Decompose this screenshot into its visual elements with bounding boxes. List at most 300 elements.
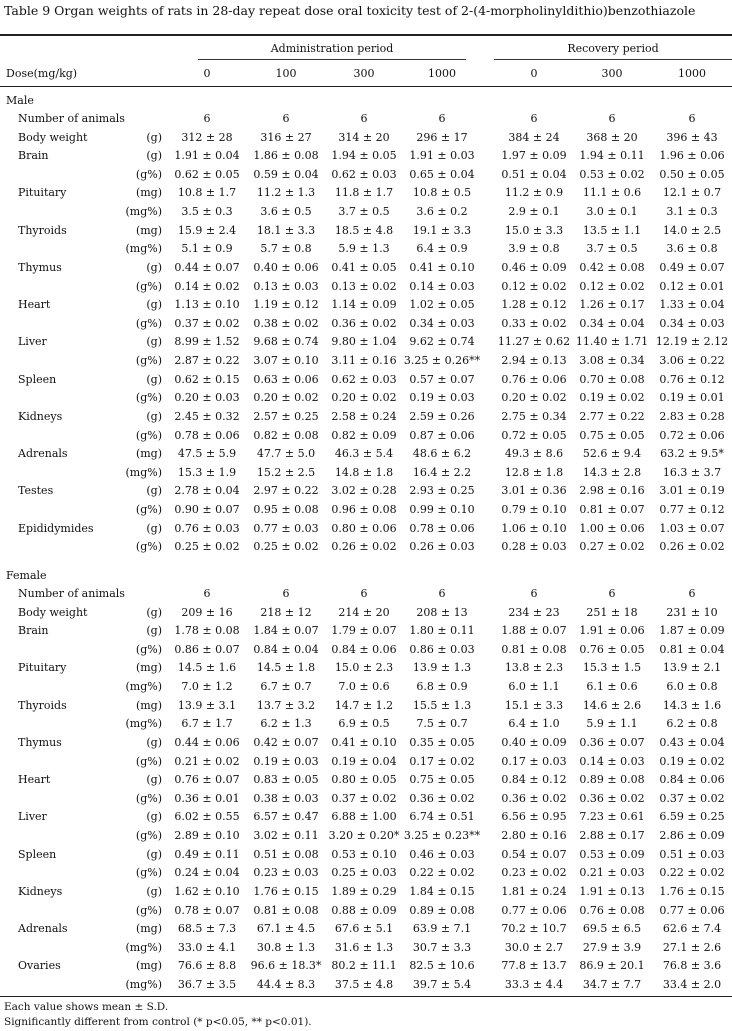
value-cell: 16.4 ± 2.2 xyxy=(412,466,472,479)
value-cell: 1.84 ± 0.15 xyxy=(409,885,475,898)
unit-label: (g%) xyxy=(135,755,162,768)
value-cell: 0.22 ± 0.02 xyxy=(659,866,725,879)
value-cell: 1.14 ± 0.09 xyxy=(331,298,397,311)
value-cell: 6 xyxy=(203,587,211,600)
unit-label: (g) xyxy=(146,484,162,497)
value-cell: 0.17 ± 0.03 xyxy=(501,755,567,768)
value-cell: 69.5 ± 6.5 xyxy=(582,922,642,935)
value-cell: 48.6 ± 6.2 xyxy=(412,447,472,460)
value-cell: 1.00 ± 0.06 xyxy=(579,522,645,535)
recovery-period-underline xyxy=(494,59,732,60)
value-cell: 0.41 ± 0.10 xyxy=(331,736,397,749)
unit-label: (mg%) xyxy=(125,205,162,218)
value-cell: 0.53 ± 0.09 xyxy=(579,848,645,861)
value-cell: 0.33 ± 0.02 xyxy=(501,317,567,330)
value-cell: 11.2 ± 1.3 xyxy=(256,186,316,199)
value-cell: 214 ± 20 xyxy=(338,606,390,619)
value-cell: 0.72 ± 0.05 xyxy=(501,429,567,442)
dose-header-cell: 300 xyxy=(353,67,375,80)
value-cell: 0.49 ± 0.07 xyxy=(659,261,725,274)
section-title: Female xyxy=(6,569,47,582)
value-cell: 0.51 ± 0.08 xyxy=(253,848,319,861)
value-cell: 1.94 ± 0.11 xyxy=(579,149,645,162)
value-cell: 0.78 ± 0.06 xyxy=(174,429,240,442)
value-cell: 13.9 ± 1.3 xyxy=(412,661,472,674)
value-cell: 1.02 ± 0.05 xyxy=(409,298,475,311)
value-cell: 1.96 ± 0.06 xyxy=(659,149,725,162)
organ-label: Number of animals xyxy=(18,587,125,600)
organ-label: Heart xyxy=(18,298,51,311)
value-cell: 3.08 ± 0.34 xyxy=(579,354,645,367)
value-cell: 3.7 ± 0.5 xyxy=(338,205,390,218)
value-cell: 0.81 ± 0.08 xyxy=(501,643,567,656)
organ-label: Pituitary xyxy=(18,661,67,674)
value-cell: 15.3 ± 1.5 xyxy=(582,661,642,674)
unit-label: (g) xyxy=(146,373,162,386)
value-cell: 0.77 ± 0.06 xyxy=(501,904,567,917)
value-cell: 5.9 ± 1.1 xyxy=(586,717,638,730)
value-cell: 6.0 ± 1.1 xyxy=(508,680,560,693)
value-cell: 0.37 ± 0.02 xyxy=(659,792,725,805)
value-cell: 368 ± 20 xyxy=(586,131,638,144)
value-cell: 3.20 ± 0.20* xyxy=(328,829,400,842)
value-cell: 0.36 ± 0.01 xyxy=(174,792,240,805)
value-cell: 5.7 ± 0.8 xyxy=(260,242,312,255)
unit-label: (mg) xyxy=(135,922,162,935)
value-cell: 6.74 ± 0.51 xyxy=(409,810,475,823)
value-cell: 0.20 ± 0.03 xyxy=(174,391,240,404)
value-cell: 2.88 ± 0.17 xyxy=(579,829,645,842)
value-cell: 0.26 ± 0.02 xyxy=(331,540,397,553)
value-cell: 2.59 ± 0.26 xyxy=(409,410,475,423)
value-cell: 15.1 ± 3.3 xyxy=(504,699,564,712)
value-cell: 0.62 ± 0.15 xyxy=(174,373,240,386)
value-cell: 1.89 ± 0.29 xyxy=(331,885,397,898)
unit-label: (mg%) xyxy=(125,941,162,954)
value-cell: 6 xyxy=(530,587,538,600)
value-cell: 312 ± 28 xyxy=(181,131,233,144)
value-cell: 384 ± 24 xyxy=(508,131,560,144)
value-cell: 0.53 ± 0.02 xyxy=(579,168,645,181)
value-cell: 0.36 ± 0.02 xyxy=(501,792,567,805)
value-cell: 14.0 ± 2.5 xyxy=(662,224,722,237)
value-cell: 0.12 ± 0.02 xyxy=(501,280,567,293)
value-cell: 7.5 ± 0.7 xyxy=(416,717,468,730)
unit-label: (g) xyxy=(146,773,162,786)
value-cell: 3.11 ± 0.16 xyxy=(331,354,397,367)
value-cell: 0.86 ± 0.07 xyxy=(174,643,240,656)
organ-label: Kidneys xyxy=(18,410,63,423)
unit-label: (g) xyxy=(146,410,162,423)
value-cell: 15.0 ± 3.3 xyxy=(504,224,564,237)
value-cell: 0.44 ± 0.06 xyxy=(174,736,240,749)
value-cell: 1.94 ± 0.05 xyxy=(331,149,397,162)
value-cell: 1.86 ± 0.08 xyxy=(253,149,319,162)
unit-label xyxy=(100,587,162,601)
organ-label: Brain xyxy=(18,624,49,637)
value-cell: 0.95 ± 0.08 xyxy=(253,503,319,516)
value-cell: 1.79 ± 0.07 xyxy=(331,624,397,637)
value-cell: 62.6 ± 7.4 xyxy=(662,922,722,935)
value-cell: 0.26 ± 0.03 xyxy=(409,540,475,553)
organ-label: Testes xyxy=(18,484,54,497)
section-title: Male xyxy=(6,94,34,107)
organ-label: Brain xyxy=(18,149,49,162)
value-cell: 1.06 ± 0.10 xyxy=(501,522,567,535)
value-cell: 6 xyxy=(688,587,696,600)
organ-label: Liver xyxy=(18,335,47,348)
dose-header-cell: 1000 xyxy=(428,67,456,80)
value-cell: 0.77 ± 0.12 xyxy=(659,503,725,516)
value-cell: 0.50 ± 0.05 xyxy=(659,168,725,181)
value-cell: 0.77 ± 0.06 xyxy=(659,904,725,917)
value-cell: 0.75 ± 0.05 xyxy=(579,429,645,442)
value-cell: 218 ± 12 xyxy=(260,606,312,619)
organ-label: Number of animals xyxy=(18,112,125,125)
value-cell: 251 ± 18 xyxy=(586,606,638,619)
footnote-mean: Each value shows mean ± S.D. xyxy=(4,1001,169,1013)
value-cell: 7.0 ± 0.6 xyxy=(338,680,390,693)
value-cell: 3.1 ± 0.3 xyxy=(666,205,718,218)
value-cell: 0.22 ± 0.02 xyxy=(409,866,475,879)
value-cell: 12.1 ± 0.7 xyxy=(662,186,722,199)
value-cell: 49.3 ± 8.6 xyxy=(504,447,564,460)
value-cell: 6.8 ± 0.9 xyxy=(416,680,468,693)
value-cell: 6 xyxy=(360,587,368,600)
value-cell: 6 xyxy=(438,587,446,600)
value-cell: 0.46 ± 0.03 xyxy=(409,848,475,861)
value-cell: 15.5 ± 1.3 xyxy=(412,699,472,712)
value-cell: 2.9 ± 0.1 xyxy=(508,205,560,218)
unit-label: (mg%) xyxy=(125,466,162,479)
unit-label: (g%) xyxy=(135,829,162,842)
unit-label: (g) xyxy=(146,848,162,861)
unit-label: (g%) xyxy=(135,354,162,367)
value-cell: 6 xyxy=(203,112,211,125)
value-cell: 0.35 ± 0.05 xyxy=(409,736,475,749)
value-cell: 30.8 ± 1.3 xyxy=(256,941,316,954)
value-cell: 6 xyxy=(530,112,538,125)
organ-label: Ovaries xyxy=(18,959,61,972)
value-cell: 47.7 ± 5.0 xyxy=(256,447,316,460)
value-cell: 0.77 ± 0.03 xyxy=(253,522,319,535)
unit-label: (g) xyxy=(146,885,162,898)
value-cell: 15.2 ± 2.5 xyxy=(256,466,316,479)
value-cell: 5.9 ± 1.3 xyxy=(338,242,390,255)
unit-label xyxy=(100,112,162,126)
value-cell: 0.26 ± 0.02 xyxy=(659,540,725,553)
value-cell: 36.7 ± 3.5 xyxy=(177,978,237,991)
unit-label: (g%) xyxy=(135,904,162,917)
value-cell: 3.6 ± 0.5 xyxy=(260,205,312,218)
value-cell: 30.0 ± 2.7 xyxy=(504,941,564,954)
unit-label: (g) xyxy=(146,810,162,823)
value-cell: 13.8 ± 2.3 xyxy=(504,661,564,674)
value-cell: 0.89 ± 0.08 xyxy=(579,773,645,786)
value-cell: 0.76 ± 0.08 xyxy=(579,904,645,917)
unit-label: (g%) xyxy=(135,429,162,442)
value-cell: 13.9 ± 3.1 xyxy=(177,699,237,712)
value-cell: 0.57 ± 0.07 xyxy=(409,373,475,386)
value-cell: 1.91 ± 0.13 xyxy=(579,885,645,898)
organ-label: Adrenals xyxy=(18,922,68,935)
value-cell: 2.78 ± 0.04 xyxy=(174,484,240,497)
value-cell: 8.99 ± 1.52 xyxy=(174,335,240,348)
unit-label: (g) xyxy=(146,522,162,535)
value-cell: 14.7 ± 1.2 xyxy=(334,699,394,712)
value-cell: 52.6 ± 9.4 xyxy=(582,447,642,460)
unit-label: (g) xyxy=(146,606,162,619)
value-cell: 0.81 ± 0.04 xyxy=(659,643,725,656)
value-cell: 0.88 ± 0.09 xyxy=(331,904,397,917)
value-cell: 0.84 ± 0.06 xyxy=(659,773,725,786)
value-cell: 0.40 ± 0.06 xyxy=(253,261,319,274)
value-cell: 63.2 ± 9.5* xyxy=(660,447,724,460)
value-cell: 3.06 ± 0.22 xyxy=(659,354,725,367)
value-cell: 10.8 ± 0.5 xyxy=(412,186,472,199)
value-cell: 0.36 ± 0.07 xyxy=(579,736,645,749)
value-cell: 11.27 ± 0.62 xyxy=(497,335,571,348)
unit-label: (g%) xyxy=(135,168,162,181)
value-cell: 0.54 ± 0.07 xyxy=(501,848,567,861)
unit-label: (mg) xyxy=(135,959,162,972)
value-cell: 6 xyxy=(360,112,368,125)
value-cell: 13.5 ± 1.1 xyxy=(582,224,642,237)
value-cell: 6.4 ± 1.0 xyxy=(508,717,560,730)
value-cell: 0.65 ± 0.04 xyxy=(409,168,475,181)
value-cell: 67.6 ± 5.1 xyxy=(334,922,394,935)
value-cell: 15.3 ± 1.9 xyxy=(177,466,237,479)
value-cell: 2.94 ± 0.13 xyxy=(501,354,567,367)
value-cell: 0.80 ± 0.05 xyxy=(331,773,397,786)
unit-label: (mg%) xyxy=(125,717,162,730)
value-cell: 6.1 ± 0.6 xyxy=(586,680,638,693)
value-cell: 6.57 ± 0.47 xyxy=(253,810,319,823)
dose-header-cell: 0 xyxy=(530,67,538,80)
value-cell: 209 ± 16 xyxy=(181,606,233,619)
value-cell: 10.8 ± 1.7 xyxy=(177,186,237,199)
value-cell: 0.19 ± 0.02 xyxy=(659,755,725,768)
top-rule xyxy=(0,34,732,36)
value-cell: 0.34 ± 0.03 xyxy=(409,317,475,330)
value-cell: 1.84 ± 0.07 xyxy=(253,624,319,637)
value-cell: 76.8 ± 3.6 xyxy=(662,959,722,972)
value-cell: 0.25 ± 0.03 xyxy=(331,866,397,879)
unit-label: (g) xyxy=(146,298,162,311)
value-cell: 2.77 ± 0.22 xyxy=(579,410,645,423)
value-cell: 2.58 ± 0.24 xyxy=(331,410,397,423)
value-cell: 1.88 ± 0.07 xyxy=(501,624,567,637)
value-cell: 0.14 ± 0.02 xyxy=(174,280,240,293)
value-cell: 0.76 ± 0.03 xyxy=(174,522,240,535)
value-cell: 16.3 ± 3.7 xyxy=(662,466,722,479)
value-cell: 96.6 ± 18.3* xyxy=(250,959,322,972)
value-cell: 9.62 ± 0.74 xyxy=(409,335,475,348)
value-cell: 0.23 ± 0.02 xyxy=(501,866,567,879)
value-cell: 6.0 ± 0.8 xyxy=(666,680,718,693)
value-cell: 5.1 ± 0.9 xyxy=(181,242,233,255)
value-cell: 1.13 ± 0.10 xyxy=(174,298,240,311)
value-cell: 1.87 ± 0.09 xyxy=(659,624,725,637)
dose-label: Dose(mg/kg) xyxy=(6,67,78,80)
value-cell: 0.21 ± 0.03 xyxy=(579,866,645,879)
value-cell: 296 ± 17 xyxy=(416,131,468,144)
value-cell: 11.2 ± 0.9 xyxy=(504,186,564,199)
organ-label: Body weight xyxy=(18,131,88,144)
value-cell: 0.76 ± 0.06 xyxy=(501,373,567,386)
value-cell: 0.13 ± 0.02 xyxy=(331,280,397,293)
value-cell: 0.46 ± 0.09 xyxy=(501,261,567,274)
value-cell: 316 ± 27 xyxy=(260,131,312,144)
unit-label: (mg) xyxy=(135,661,162,674)
value-cell: 0.76 ± 0.05 xyxy=(579,643,645,656)
value-cell: 1.62 ± 0.10 xyxy=(174,885,240,898)
value-cell: 0.28 ± 0.03 xyxy=(501,540,567,553)
value-cell: 2.98 ± 0.16 xyxy=(579,484,645,497)
unit-label: (g) xyxy=(146,131,162,144)
value-cell: 33.4 ± 2.0 xyxy=(662,978,722,991)
value-cell: 14.5 ± 1.6 xyxy=(177,661,237,674)
value-cell: 3.07 ± 0.10 xyxy=(253,354,319,367)
organ-label: Kidneys xyxy=(18,885,63,898)
value-cell: 396 ± 43 xyxy=(666,131,718,144)
organ-label: Adrenals xyxy=(18,447,68,460)
unit-label: (g%) xyxy=(135,643,162,656)
value-cell: 11.8 ± 1.7 xyxy=(334,186,394,199)
unit-label: (g) xyxy=(146,736,162,749)
value-cell: 3.25 ± 0.23** xyxy=(403,829,481,842)
value-cell: 1.76 ± 0.15 xyxy=(253,885,319,898)
value-cell: 0.44 ± 0.07 xyxy=(174,261,240,274)
value-cell: 0.37 ± 0.02 xyxy=(174,317,240,330)
value-cell: 0.84 ± 0.04 xyxy=(253,643,319,656)
value-cell: 0.59 ± 0.04 xyxy=(253,168,319,181)
value-cell: 12.19 ± 2.12 xyxy=(655,335,729,348)
value-cell: 0.86 ± 0.03 xyxy=(409,643,475,656)
value-cell: 6.2 ± 1.3 xyxy=(260,717,312,730)
value-cell: 0.42 ± 0.08 xyxy=(579,261,645,274)
value-cell: 0.40 ± 0.09 xyxy=(501,736,567,749)
value-cell: 2.89 ± 0.10 xyxy=(174,829,240,842)
value-cell: 0.24 ± 0.04 xyxy=(174,866,240,879)
unit-label: (g%) xyxy=(135,280,162,293)
value-cell: 2.75 ± 0.34 xyxy=(501,410,567,423)
value-cell: 34.7 ± 7.7 xyxy=(582,978,642,991)
value-cell: 3.02 ± 0.11 xyxy=(253,829,319,842)
value-cell: 6.56 ± 0.95 xyxy=(501,810,567,823)
value-cell: 31.6 ± 1.3 xyxy=(334,941,394,954)
value-cell: 9.80 ± 1.04 xyxy=(331,335,397,348)
value-cell: 0.49 ± 0.11 xyxy=(174,848,240,861)
value-cell: 0.62 ± 0.03 xyxy=(331,168,397,181)
value-cell: 2.87 ± 0.22 xyxy=(174,354,240,367)
value-cell: 0.36 ± 0.02 xyxy=(409,792,475,805)
value-cell: 0.51 ± 0.03 xyxy=(659,848,725,861)
value-cell: 231 ± 10 xyxy=(666,606,718,619)
value-cell: 0.14 ± 0.03 xyxy=(409,280,475,293)
unit-label: (g) xyxy=(146,335,162,348)
value-cell: 1.91 ± 0.03 xyxy=(409,149,475,162)
value-cell: 70.2 ± 10.7 xyxy=(501,922,567,935)
value-cell: 0.99 ± 0.10 xyxy=(409,503,475,516)
unit-label: (mg%) xyxy=(125,978,162,991)
organ-label: Spleen xyxy=(18,373,57,386)
unit-label: (mg) xyxy=(135,224,162,237)
value-cell: 0.41 ± 0.10 xyxy=(409,261,475,274)
value-cell: 67.1 ± 4.5 xyxy=(256,922,316,935)
organ-label: Thymus xyxy=(18,736,62,749)
value-cell: 0.27 ± 0.02 xyxy=(579,540,645,553)
value-cell: 0.84 ± 0.06 xyxy=(331,643,397,656)
value-cell: 0.75 ± 0.05 xyxy=(409,773,475,786)
value-cell: 46.3 ± 5.4 xyxy=(334,447,394,460)
value-cell: 0.76 ± 0.12 xyxy=(659,373,725,386)
value-cell: 82.5 ± 10.6 xyxy=(409,959,475,972)
value-cell: 0.23 ± 0.03 xyxy=(253,866,319,879)
value-cell: 3.6 ± 0.8 xyxy=(666,242,718,255)
value-cell: 12.8 ± 1.8 xyxy=(504,466,564,479)
value-cell: 1.03 ± 0.07 xyxy=(659,522,725,535)
value-cell: 3.01 ± 0.36 xyxy=(501,484,567,497)
unit-label: (g%) xyxy=(135,503,162,516)
value-cell: 6.9 ± 0.5 xyxy=(338,717,390,730)
value-cell: 63.9 ± 7.1 xyxy=(412,922,472,935)
value-cell: 11.1 ± 0.6 xyxy=(582,186,642,199)
bottom-rule xyxy=(0,996,732,997)
value-cell: 6.59 ± 0.25 xyxy=(659,810,725,823)
value-cell: 86.9 ± 20.1 xyxy=(579,959,645,972)
unit-label: (mg%) xyxy=(125,680,162,693)
value-cell: 2.83 ± 0.28 xyxy=(659,410,725,423)
value-cell: 6.7 ± 0.7 xyxy=(260,680,312,693)
value-cell: 0.13 ± 0.03 xyxy=(253,280,319,293)
value-cell: 0.51 ± 0.04 xyxy=(501,168,567,181)
value-cell: 6 xyxy=(608,587,616,600)
value-cell: 0.12 ± 0.01 xyxy=(659,280,725,293)
value-cell: 14.6 ± 2.6 xyxy=(582,699,642,712)
organ-label: Liver xyxy=(18,810,47,823)
value-cell: 0.72 ± 0.06 xyxy=(659,429,725,442)
value-cell: 0.43 ± 0.04 xyxy=(659,736,725,749)
value-cell: 0.62 ± 0.03 xyxy=(331,373,397,386)
value-cell: 0.21 ± 0.02 xyxy=(174,755,240,768)
unit-label: (g) xyxy=(146,624,162,637)
value-cell: 1.78 ± 0.08 xyxy=(174,624,240,637)
value-cell: 7.0 ± 1.2 xyxy=(181,680,233,693)
value-cell: 33.3 ± 4.4 xyxy=(504,978,564,991)
value-cell: 0.82 ± 0.09 xyxy=(331,429,397,442)
value-cell: 2.86 ± 0.09 xyxy=(659,829,725,842)
value-cell: 3.6 ± 0.2 xyxy=(416,205,468,218)
organ-label: Spleen xyxy=(18,848,57,861)
value-cell: 0.81 ± 0.07 xyxy=(579,503,645,516)
unit-label: (mg) xyxy=(135,699,162,712)
admin-period-header: Administration period xyxy=(270,42,394,55)
value-cell: 33.0 ± 4.1 xyxy=(177,941,237,954)
value-cell: 0.34 ± 0.03 xyxy=(659,317,725,330)
value-cell: 0.20 ± 0.02 xyxy=(331,391,397,404)
value-cell: 13.9 ± 2.1 xyxy=(662,661,722,674)
value-cell: 1.91 ± 0.04 xyxy=(174,149,240,162)
value-cell: 9.68 ± 0.74 xyxy=(253,335,319,348)
dose-header-cell: 300 xyxy=(601,67,623,80)
value-cell: 3.0 ± 0.1 xyxy=(586,205,638,218)
value-cell: 30.7 ± 3.3 xyxy=(412,941,472,954)
value-cell: 0.89 ± 0.08 xyxy=(409,904,475,917)
unit-label: (g) xyxy=(146,149,162,162)
value-cell: 0.76 ± 0.07 xyxy=(174,773,240,786)
value-cell: 0.19 ± 0.03 xyxy=(253,755,319,768)
